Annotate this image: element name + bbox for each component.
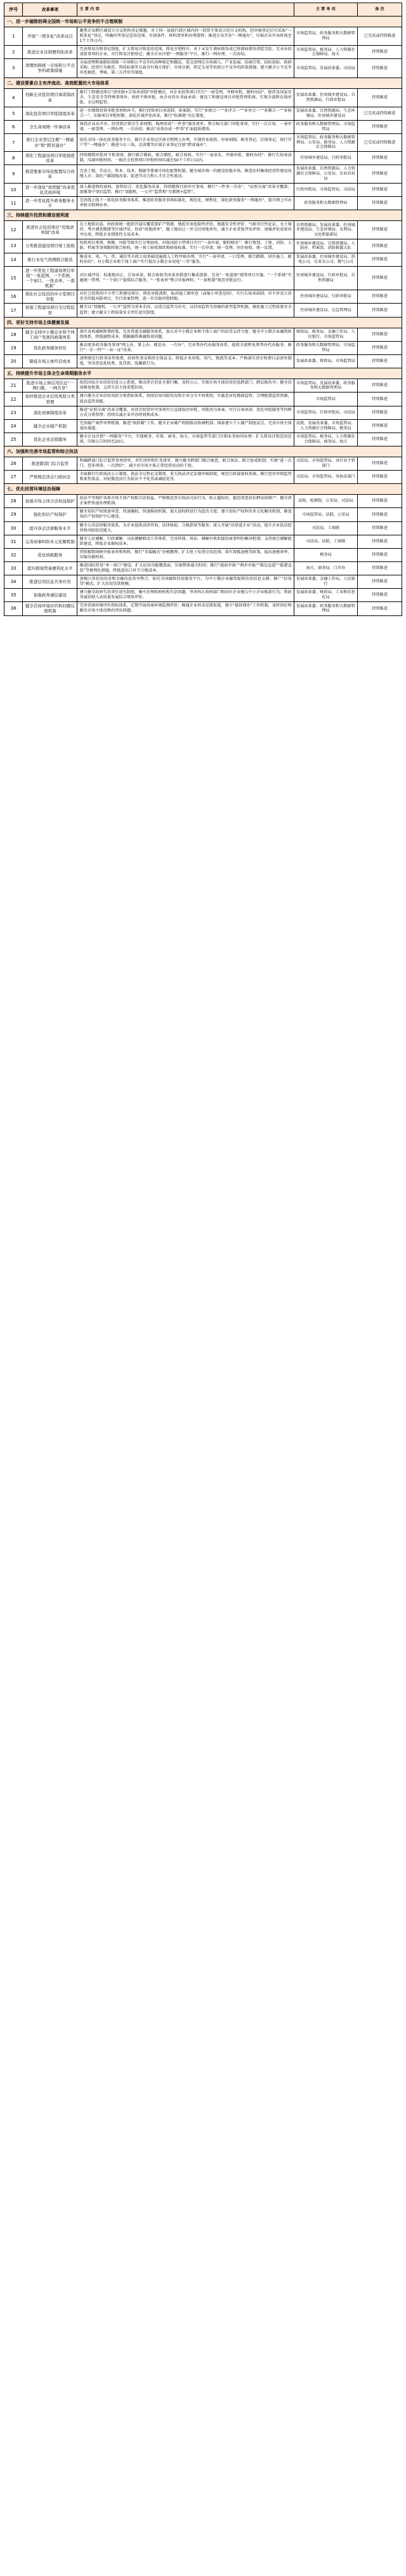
table-row — [4, 341, 402, 354]
row-task: 完善商事纠纷多元化解机制 — [23, 535, 77, 548]
row-unit: 政务服务和大数据管理局 — [294, 196, 357, 210]
row-unit: 行政审批局、市场监管局、司法局 — [294, 183, 357, 196]
table-row — [4, 433, 402, 446]
table-row — [4, 196, 402, 210]
section-header-row — [4, 17, 402, 27]
row-remark: 持续推进 — [358, 183, 402, 196]
row-no: 8 — [4, 152, 23, 165]
row-unit: 市场监管局、税务局、人力资源社会保障局、商务局、海关 — [294, 433, 357, 446]
table-row — [4, 561, 402, 575]
row-task: 严格规范涉企行政执法 — [23, 471, 77, 484]
row-task: 健全营商环境评价和问题反馈机制 — [23, 602, 77, 615]
row-remark: 持续推进 — [358, 239, 402, 253]
row-no: 33 — [4, 561, 23, 575]
row-no: 31 — [4, 535, 23, 548]
row-task: 优化企业注销服务 — [23, 433, 77, 446]
table-row — [4, 253, 402, 266]
section-label: 四、更好支持市场主体健康发展 — [4, 317, 402, 328]
row-remark: 持续推进 — [358, 341, 402, 354]
row-remark: 持续推进 — [358, 88, 402, 107]
row-no: 18 — [4, 328, 23, 341]
row-content: 全面清理和废除妨碍统一市场和公平竞争的各种规定和做法，重点清理在市场准入、产业发展、招商引资、招标投标、政府采购、经营行为规范、资质标准等方面含有地方保护、市场分割、指定交易等妨碍公平竞争的政策措施；建立健全公平竞争审查抽查、考核、第三方评估等制度。 — [77, 59, 294, 77]
row-task: 创新企业投资项目承诺制改革 — [23, 88, 77, 107]
row-unit: 发展改革委、财政局、市场监管局 — [294, 355, 357, 368]
row-no: 24 — [4, 419, 23, 433]
row-task: 进一步深化“放管服”改革优化营商环境 — [23, 183, 77, 196]
row-task: 加强市场主体合法权益保护 — [23, 495, 77, 508]
row-unit: 政务服务和大数据管理局、市场监管局 — [294, 341, 357, 354]
row-no: 3 — [4, 59, 23, 77]
section-label: 五、持续提升市场主体全生命周期服务水平 — [4, 368, 402, 379]
header-content: 主 要 内 容 — [77, 3, 294, 17]
table-header-row — [4, 3, 402, 17]
row-content: 健全以“双随机、一公开”监管为基本手段、以重点监管为补充、以信用监管为基础的新型监管机制，强化施工过程质量安全监管；建立健全工程质量安全责任追究制度。 — [77, 304, 294, 317]
table-row — [4, 419, 402, 433]
table-body — [4, 17, 402, 616]
table-row — [4, 183, 402, 196]
row-remark: 持续推进 — [358, 221, 402, 239]
row-no: 25 — [4, 433, 23, 446]
row-task: 进一步优化提升政务服务水平 — [23, 196, 77, 210]
table-row — [4, 59, 402, 77]
row-content: 健全公共法律服务体系，为企业提供法律咨询、法律体检、合规指导等服务；深入开展“法律进企业”活动，提升企业依法经营和风险防范能力。 — [77, 521, 294, 535]
row-task: 加快推进企业信用风险分类管理 — [23, 392, 77, 406]
row-unit: 政务服务和大数据管理局、市场监管局 — [294, 120, 357, 133]
section-header-row — [4, 484, 402, 495]
row-no: 4 — [4, 88, 23, 107]
row-unit: 市场监管局、政务服务和大数据管理局、公安局、税务局、人力资源社会保障局 — [294, 133, 357, 151]
row-unit: 市场监管局、发展改革委、政务服务和大数据管理局 — [294, 379, 357, 392]
table-row — [4, 495, 402, 508]
row-content: 完善营商环境评价指标体系，定期开展营商环境监测评价；畅通企业诉求反馈渠道，建立“接诉即办”工作机制，及时回应和解决市场主体反映的突出问题。 — [77, 602, 294, 615]
row-content: 依托全国一体化政务服务平台，推行企业登记注册全程网上办理，实现营业执照、印章刻制、税务登记、社保登记、银行开户等“一网通办”；推进与长三角、京津冀等区域企业登记注册“跨省通办”。 — [77, 133, 294, 151]
table-row — [4, 133, 402, 151]
row-unit: 税务局 — [294, 548, 357, 561]
row-no: 13 — [4, 239, 23, 253]
row-no: 27 — [4, 471, 23, 484]
table-row — [4, 508, 402, 521]
row-content: 完善破产案件审理机制，推进“执转破”工作，健全企业破产府院联动协调机制；探索建立个人破产制度试点，完善市场主体退出通道。 — [77, 419, 294, 433]
row-no: 35 — [4, 589, 23, 602]
row-remark: 持续推进 — [358, 379, 402, 392]
row-remark: 持续推进 — [358, 46, 402, 59]
row-no: 34 — [4, 575, 23, 589]
row-remark: 持续推进 — [358, 508, 402, 521]
row-content: 完善简易注销登记制度，扩大简易注销适用范围，简化注销程序，对于未发生债权债务或已将债权债务清偿完结、无未办结清算事项的企业，实行简易注销登记；健全企业注销“一网服务”平台，推行一网办理、一次办结。 — [77, 46, 294, 59]
row-task: 开展“一照多址”改革试点 — [23, 27, 77, 46]
row-no: 15 — [4, 266, 23, 290]
table-row — [4, 535, 402, 548]
row-remark: 持续推进 — [358, 433, 402, 446]
row-no: 36 — [4, 602, 23, 615]
row-unit: 财政局、税务局、金融工作局、人民银行、市场监管局 — [294, 328, 357, 341]
row-unit: 自然资源局、发展改革委、住房城乡建设局、生态环境局、水利局、文化和旅游局 — [294, 221, 357, 239]
table-row — [4, 548, 402, 561]
row-remark: 持续推进 — [358, 495, 402, 508]
row-unit: 住房城乡建设局、行政审批局、自然资源局 — [294, 266, 357, 290]
table-row — [4, 471, 402, 484]
row-remark: 持续推进 — [358, 392, 402, 406]
row-task: 深化商事制度改革 — [23, 406, 77, 419]
row-unit: 市场监管局、行政审批局、司法局 — [294, 406, 357, 419]
row-content: 对区域评估、标准地出让、告知承诺、联合验收等改革举措进行集成创新，完善“一张蓝图”统筹项目实施、“一个系统”实施统一管理、“一个窗口”提供综合服务、“一张表单”整合申报材料、“一套机制”规范审批运行。 — [77, 266, 294, 290]
row-content: 按照项目类别、规模、风险等级实行分类验收，对低风险小型项目实行“一表申请、限时联办”；推行规划、土地、消防、人防、档案等事项限时联合验收，统一竣工验收图纸和验收标准，实行一次申请、统一受理、同步验收、统一反馈。 — [77, 239, 294, 253]
row-task: 简化社会投资的中小型项目审批 — [23, 290, 77, 304]
row-unit: 海关、商务局、口岸办 — [294, 561, 357, 575]
row-task: 推进跨部门综合监管 — [23, 457, 77, 471]
row-content: 推进“证照分离”改革全覆盖，对涉企经营许可事项实行直接取消审批、审批改为备案、实行告知承诺、优化审批服务等四种方式分类管理；持续压减企业开办时间和成本。 — [77, 406, 294, 419]
row-remark: 持续推进 — [358, 165, 402, 183]
row-content: 清理规范行政事业性收费、政府性基金和涉企保证金，降低企业用电、用气、物流等成本；严格落实涉企收费目录清单制度，坚决查处乱收费、乱罚款、乱摊派行为。 — [77, 355, 294, 368]
row-no: 17 — [4, 304, 23, 317]
row-task: 健全企业破产机制 — [23, 419, 77, 433]
row-task: 提升跨境贸易便利化水平 — [23, 561, 77, 575]
row-unit: 发展改革委、金融工作局、人民银行 — [294, 575, 357, 589]
row-task: 加强政务诚信建设 — [23, 589, 77, 602]
row-unit: 司法局、市场监管局、各行业主管部门 — [294, 457, 357, 471]
row-remark: 持续推进 — [358, 59, 402, 77]
row-task: 优化政务服务供给 — [23, 341, 77, 354]
row-content: 健全知识产权快速审查、快速确权、快速维权机制，加大侵权假冒行为惩治力度；建立知识产权纠纷多元化解决机制，推进知识产权保护中心建设。 — [77, 508, 294, 521]
row-task: 推行企业登记注册“一网通办”和“跨省通办” — [23, 133, 77, 151]
row-remark: 持续推进 — [358, 457, 402, 471]
section-header-row — [4, 317, 402, 328]
table-row — [4, 290, 402, 304]
row-unit: 市场监管局、法院、公安局 — [294, 508, 357, 521]
table-row — [4, 88, 402, 107]
row-unit: 发展改革委、政务服务和大数据管理局 — [294, 602, 357, 615]
table-row — [4, 406, 402, 419]
row-task: 深化投资项目审批制度改革 — [23, 107, 77, 120]
row-unit: 司法局、工商联 — [294, 521, 357, 535]
row-no: 2 — [4, 46, 23, 59]
row-unit: 住房城乡建设局、行政审批局 — [294, 290, 357, 304]
row-remark: 持续推进 — [358, 152, 402, 165]
header-unit: 主 要 单 位 — [294, 3, 357, 17]
row-content: 加强公共信用信息和金融信息共享整合，依托全国融资信用服务平台，为中小微企业融资提供信用信息支撑；推广“信易贷”模式，扩大信用贷款规模。 — [77, 575, 294, 589]
row-content: 完善线上线下一体化政务服务体系，推进政务服务事项标准化、规范化、便利化；深化政务服务“一网通办”，提升网上可办率和全程网办率。 — [77, 196, 294, 210]
table-row — [4, 589, 402, 602]
row-task: 进一步优化工程建设项目审批“一张蓝图、一个系统、一个窗口、一张表单、一套机制” — [23, 266, 77, 290]
row-task: 推行水电气热网联合报装 — [23, 253, 77, 266]
row-remark: 持续推进 — [358, 419, 402, 433]
table-header — [4, 3, 402, 17]
row-task: 优化纳税服务 — [23, 548, 77, 561]
row-content: 在土地供应前，由政府统一组织开展压覆重要矿产资源、地质灾害危险性评估、地震安全性评价、气候可行性论证、水土保持、考古调查勘探等区域评估，形成“用地清单”，随土地出让一并交付用地单位，减少企业重复评估评价；加强评估成果共享应用，降低企业制度性交易成本。 — [77, 221, 294, 239]
row-content: 建立健全政府失信责任追究制度，集中治理政府机构失信问题，坚决纠正政府部门和国有企业拖欠中小企业账款行为；将政务诚信纳入高质量发展综合绩效评价。 — [77, 589, 294, 602]
row-remark: 持续推进 — [358, 561, 402, 575]
row-content: 健全人民调解、行政调解、司法调解联动工作体系，完善仲裁、诉讼、调解有机衔接的商事纠纷解决机制；支持商会调解组织建设，降低企业维权成本。 — [77, 535, 294, 548]
row-no: 7 — [4, 133, 23, 151]
row-content: 围绕企业从开办、经营到注销全生命周期，梳理形成“一件事”服务清单，整合相关部门审批事项，实行一次告知、一表申请、一窗受理、一网办理、一次办结；推动“高效办成一件事”扩面提质增效。 — [77, 120, 294, 133]
table-row — [4, 379, 402, 392]
section-header-row — [4, 210, 402, 221]
row-task: 健全支持中小微企业和个体工商户发展的政策体系 — [23, 328, 77, 341]
row-remark: 持续推进 — [358, 521, 402, 535]
section-header-row — [4, 368, 402, 379]
row-unit: 住房城乡建设局、自然资源局、人防办、档案馆、消防救援大队 — [294, 239, 357, 253]
section-header-row — [4, 77, 402, 88]
row-content: 完善土地、劳动力、资本、技术、数据等要素市场化配置机制，健全城乡统一的建设用地市场，推进农村集体经营性建设用地入市；深化户籍制度改革，促进劳动力和人才社会性流动。 — [77, 165, 294, 183]
row-no: 5 — [4, 107, 23, 120]
row-unit: 市场监管局 — [294, 392, 357, 406]
table-row — [4, 602, 402, 615]
row-unit: 住房城乡建设局、应急管理局 — [294, 304, 357, 317]
table-row — [4, 46, 402, 59]
row-no: 9 — [4, 165, 23, 183]
row-content: 健全企业注销“一网服务”平台，实现税务、社保、商务、海关、市场监管等部门注销业务协同办理；扩大简易注销适用范围，压缩公告时间至20日。 — [77, 433, 294, 446]
section-label: 一、进一步破除妨碍全国统一市场和公平竞争的不合理规制 — [4, 17, 402, 27]
row-remark: 持续推进 — [358, 253, 402, 266]
row-content: 深入推进简政放权、放管结合、优化服务改革，持续精简行政许可事项，推行“一件事一次办”、“证照分离”改革全覆盖；加强事中事后监管，推行“双随机、一公开”监管和“互联网+监管”。 — [77, 183, 294, 196]
row-no: 14 — [4, 253, 23, 266]
row-unit: 发展改革委、住房城乡建设局、供电公司、自来水公司、燃气公司 — [294, 253, 357, 266]
header-no: 序号 — [4, 3, 23, 17]
row-remark: 已完成或持续推进 — [358, 133, 402, 151]
row-unit: 法院、发展改革委、市场监管局、人力资源社会保障局、税务局 — [294, 419, 357, 433]
section-label: 三、持续提升投资和建设便利度 — [4, 210, 402, 221]
row-no: 11 — [4, 196, 23, 210]
row-task: 提升涉企法律服务水平 — [23, 521, 77, 535]
row-no: 21 — [4, 379, 23, 392]
table-row — [4, 304, 402, 317]
row-content: 落实各项减税降费政策，完善普惠金融服务体系，加大对中小微企业和个体工商户的信贷支持力度；健全中小微企业融资担保体系，降低融资成本，缓解融资难融资贵问题。 — [77, 328, 294, 341]
table-row — [4, 521, 402, 535]
row-remark: 已完成或持续推进 — [358, 27, 402, 46]
row-no: 26 — [4, 457, 23, 471]
row-task: 降低市场主体经营成本 — [23, 355, 77, 368]
row-no: 16 — [4, 290, 23, 304]
row-no: 22 — [4, 392, 23, 406]
row-remark: 持续推进 — [358, 589, 402, 602]
row-remark: 持续推进 — [358, 120, 402, 133]
row-remark: 持续推进 — [358, 196, 402, 210]
section-header-row — [4, 446, 402, 457]
row-content: 持续精简纳税申报表单和资料，推行“非接触式”办税缴费，扩大电子发票应用范围；落实留抵退税等政策，提高退税效率，压缩办税时间。 — [77, 548, 294, 561]
row-unit: 司法局、市场监管局、各执法部门 — [294, 471, 357, 484]
row-task: 推进要素市场化配置综合改革 — [23, 165, 77, 183]
row-task: 深化工程建设项目审批制度改革 — [23, 152, 77, 165]
row-task: 清理妨碍统一市场和公平竞争的政策措施 — [23, 59, 77, 77]
table-row — [4, 239, 402, 253]
table-row — [4, 165, 402, 183]
row-task: 分类推进建设项目竣工验收 — [23, 239, 77, 253]
row-content: 依托国家企业信用信息公示系统，推动涉企信息全量归集、及时公示，实现市场主体信用信息跨部门、跨层级共享；健全信用修复机制，支持失信主体重塑信用。 — [77, 379, 294, 392]
row-task: 强化知识产权保护 — [23, 508, 77, 521]
header-remark: 备 注 — [358, 3, 402, 17]
table-row — [4, 328, 402, 341]
row-content: 推动更多政务服务事项“网上办、掌上办、就近办、一次办”，完善帮办代办服务体系，提供全流程免费帮办代办服务；推行“一企一档”“一业一证”改革。 — [77, 341, 294, 354]
row-content: 聚焦企业跨区域设立分支机构登记难题，对于同一县级行政区域内同一投资主体设立的分支机构，经审核登记后可采取“一照多址”登记，明确住所登记适用范围、申请条件、材料清单和办理流程；推进企业开办“一网通办”，压缩企业开办时间至1个工作日内。 — [77, 27, 294, 46]
row-no: 19 — [4, 341, 23, 354]
row-remark: 已完成或持续推进 — [358, 107, 402, 120]
row-remark: 持续推进 — [358, 575, 402, 589]
row-no: 1 — [4, 27, 23, 46]
row-unit: 发展改革委、自然资源局、人力资源社会保障局、公安局、农业农村局 — [294, 165, 357, 183]
row-remark: 持续推进 — [358, 602, 402, 615]
row-task: 推进市场主体信用信息“一网归集、一网共享” — [23, 379, 77, 392]
row-task: 全生命周期一件事改革 — [23, 120, 77, 133]
table-row — [4, 221, 402, 239]
row-no: 20 — [4, 355, 23, 368]
table-row — [4, 392, 402, 406]
row-no: 6 — [4, 120, 23, 133]
table-row — [4, 152, 402, 165]
row-unit: 市场监管局、税务局、人力资源社会保障局、海关 — [294, 46, 357, 59]
row-no: 10 — [4, 183, 23, 196]
row-unit: 发展改革委、财政局、工业和信息化局 — [294, 589, 357, 602]
table-row — [4, 107, 402, 120]
row-remark: 持续推进 — [358, 406, 402, 419]
row-remark: 持续推进 — [358, 535, 402, 548]
document-page — [0, 0, 406, 622]
row-task: 推进企业注销便利化改革 — [23, 46, 77, 59]
row-no: 32 — [4, 548, 23, 561]
row-unit: 发展改革委、自然资源局、生态环境局、住房城乡建设局 — [294, 107, 357, 120]
row-content: 推进国际贸易“单一窗口”建设，扩大应用功能覆盖面，压缩整体通关时间；推行“提前申报”“两步申报”“船边直提”“抵港直装”等便利化措施，降低进出口环节合规成本。 — [77, 561, 294, 575]
row-no: 12 — [4, 221, 23, 239]
header-task: 改革事项 — [23, 3, 77, 17]
row-content: 对社会投资的中小型工程建设项目，简化审批流程，取消施工图审查（或缩小审查范围），实行告知承诺制；对不涉及公共安全的低风险项目，实行备案管理，进一步压缩审批时限。 — [77, 290, 294, 304]
row-remark: 持续推进 — [358, 328, 402, 341]
row-unit: 市场监管局、政务服务和大数据管理局 — [294, 27, 357, 46]
row-unit: 发展改革委、住房城乡建设局、自然资源局、行政审批局 — [294, 88, 357, 107]
row-no: 23 — [4, 406, 23, 419]
row-content: 进一步精简投资审批事项和环节，推行投资项目承诺制、备案制，实行“多规合一”“多评合一”“多审合一”“多测合一”“多验合一”，压缩项目审批时限；深化区域评估改革，推行“标准地”出让制度。 — [77, 107, 294, 120]
row-no: 30 — [4, 521, 23, 535]
row-unit: 法院、检察院、公安局、司法局 — [294, 495, 357, 508]
section-label: 二、建设要素自主有序流动、高效配置的大市场体系 — [4, 77, 402, 88]
table-row — [4, 120, 402, 133]
row-remark: 持续推进 — [358, 355, 402, 368]
row-content: 建立健全企业信用风险分类指标体系，按照信用风险状况将企业分为不同类别，实施差异化精准监管，合理配置监管资源，提高监管效能。 — [77, 392, 294, 406]
table-row — [4, 575, 402, 589]
table-row — [4, 27, 402, 46]
row-remark: 持续推进 — [358, 304, 402, 317]
table-row — [4, 457, 402, 471]
row-remark: 持续推进 — [358, 290, 402, 304]
section-label: 七、优化经营环境法治保障 — [4, 484, 402, 495]
reform-task-table — [4, 3, 402, 616]
row-task: 推进信用信息共享应用 — [23, 575, 77, 589]
row-unit: 市场监管局、发展改革委、司法局 — [294, 59, 357, 77]
row-content: 全面推行行政执法公示制度、执法全过程记录制度、重大执法决定法制审核制度，规范行政裁量权基准，推行包容审慎监管和柔性执法，对轻微违法行为依法不予处罚或减轻处罚。 — [77, 471, 294, 484]
row-no: 28 — [4, 495, 23, 508]
row-content: 推行工程建设项目“清单制+告知承诺制”审批模式，对企业投资项目实行“一窗受理、并联审批、限时办结”，除涉及国家安全、生态安全等特殊事项外，政府不再审批，由企业作出书面承诺；建设工程建设项目审批管理系统，实现全流程在线审批、全过程监管。 — [77, 88, 294, 107]
row-remark: 持续推进 — [358, 471, 402, 484]
row-unit: 司法局、法院、工商联 — [294, 535, 357, 548]
table-row — [4, 355, 402, 368]
section-label: 六、加强和完善市场监管和综合执法 — [4, 446, 402, 457]
row-content: 明确跨部门综合监管事项清单、责任清单和任务清单，建立健全跨部门联合抽查、联合执法、联合惩戒机制，实现“进一次门、查多项事、一次到位”，减少对市场主体正常经营活动的干扰。 — [77, 457, 294, 471]
table-row — [4, 266, 402, 290]
row-task: 加强工程建设项目全过程监管 — [23, 304, 77, 317]
row-unit: 住房城乡建设局、行政审批局 — [294, 152, 357, 165]
row-remark: 持续推进 — [358, 548, 402, 561]
row-task: 推进社会投资项目“用地清单制”改革 — [23, 221, 77, 239]
row-remark: 持续推进 — [358, 266, 402, 290]
row-content: 依法平等保护各类市场主体产权和合法权益，严格规范涉企执法司法行为，防止超标的、超范围查封扣押冻结财产；健全涉企案件快速办理机制。 — [77, 495, 294, 508]
row-no: 29 — [4, 508, 23, 521]
row-content: 推进水、电、气、热、通信等市政公用基础设施接入工程并联办理，实行“一表申请、一口受理、联合踏勘、同步施工、限时办结”；对小微企业和个体工商户实行低压小微企业用电“三零”服务。 — [77, 253, 294, 266]
row-content: 持续精简审批环节和事项，推行联合勘验、联合测绘、联合验收，实行“一家牵头、并联审批、限时办结”；推行告知承诺制，压减审批时间，一般社会投资项目审批时间压减至50个工作日以内。 — [77, 152, 294, 165]
